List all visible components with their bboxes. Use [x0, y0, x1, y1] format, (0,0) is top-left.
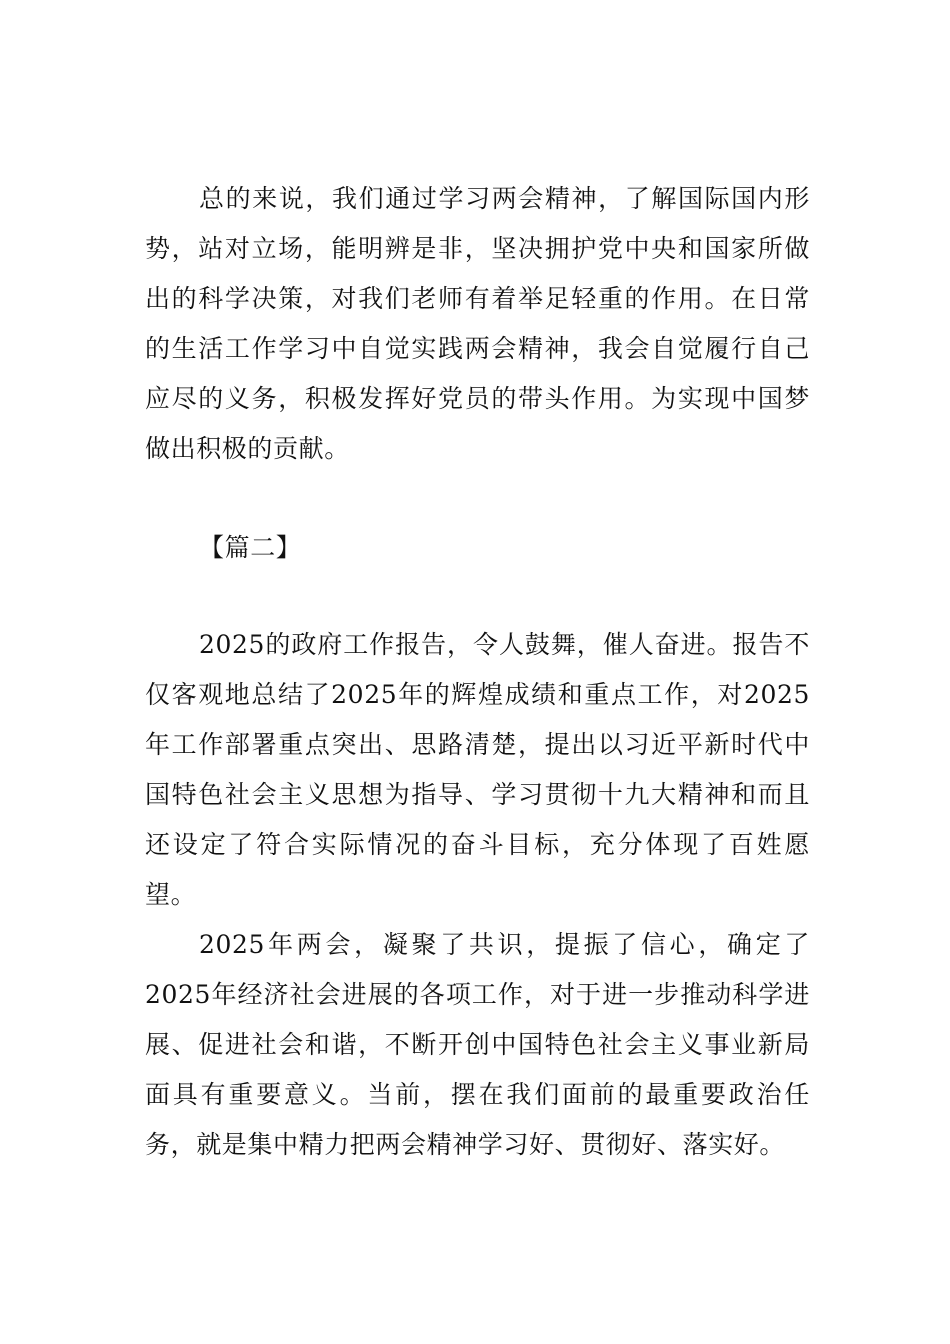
- paragraph-2: 2025的政府工作报告，令人鼓舞，催人奋进。报告不仅客观地总结了2025年的辉煌成绩和重点工作，对2025年工作部署重点突出、思路清楚，提出以习近平新时代中国特色社会主义思想为指导、学习贯彻十九大精神和而且还设定了符合实际情况的奋斗目标，充分体现了百姓愿望。: [145, 630, 810, 909]
- paragraph-3: 2025年两会，凝聚了共识，提振了信心，确定了2025年经济社会进展的各项工作，对于进一步推动科学进展、促进社会和谐，不断开创中国特色社会主义事业新局面具有重要意义。当前，摆在我们面前的最重要政治任务，就是集中精力把两会精神学习好、贯彻好、落实好。: [145, 930, 810, 1159]
- paragraph-1: 总的来说，我们通过学习两会精神，了解国际国内形势，站对立场，能明辨是非，坚决拥护党中央和国家所做出的科学决策，对我们老师有着举足轻重的作用。在日常的生活工作学习中自觉实践两会精神，我会自觉履行自己应尽的义务，积极发挥好党员的带头作用。为实现中国梦做出积极的贡献。: [145, 184, 810, 463]
- section-heading: 【篇二】: [199, 533, 302, 562]
